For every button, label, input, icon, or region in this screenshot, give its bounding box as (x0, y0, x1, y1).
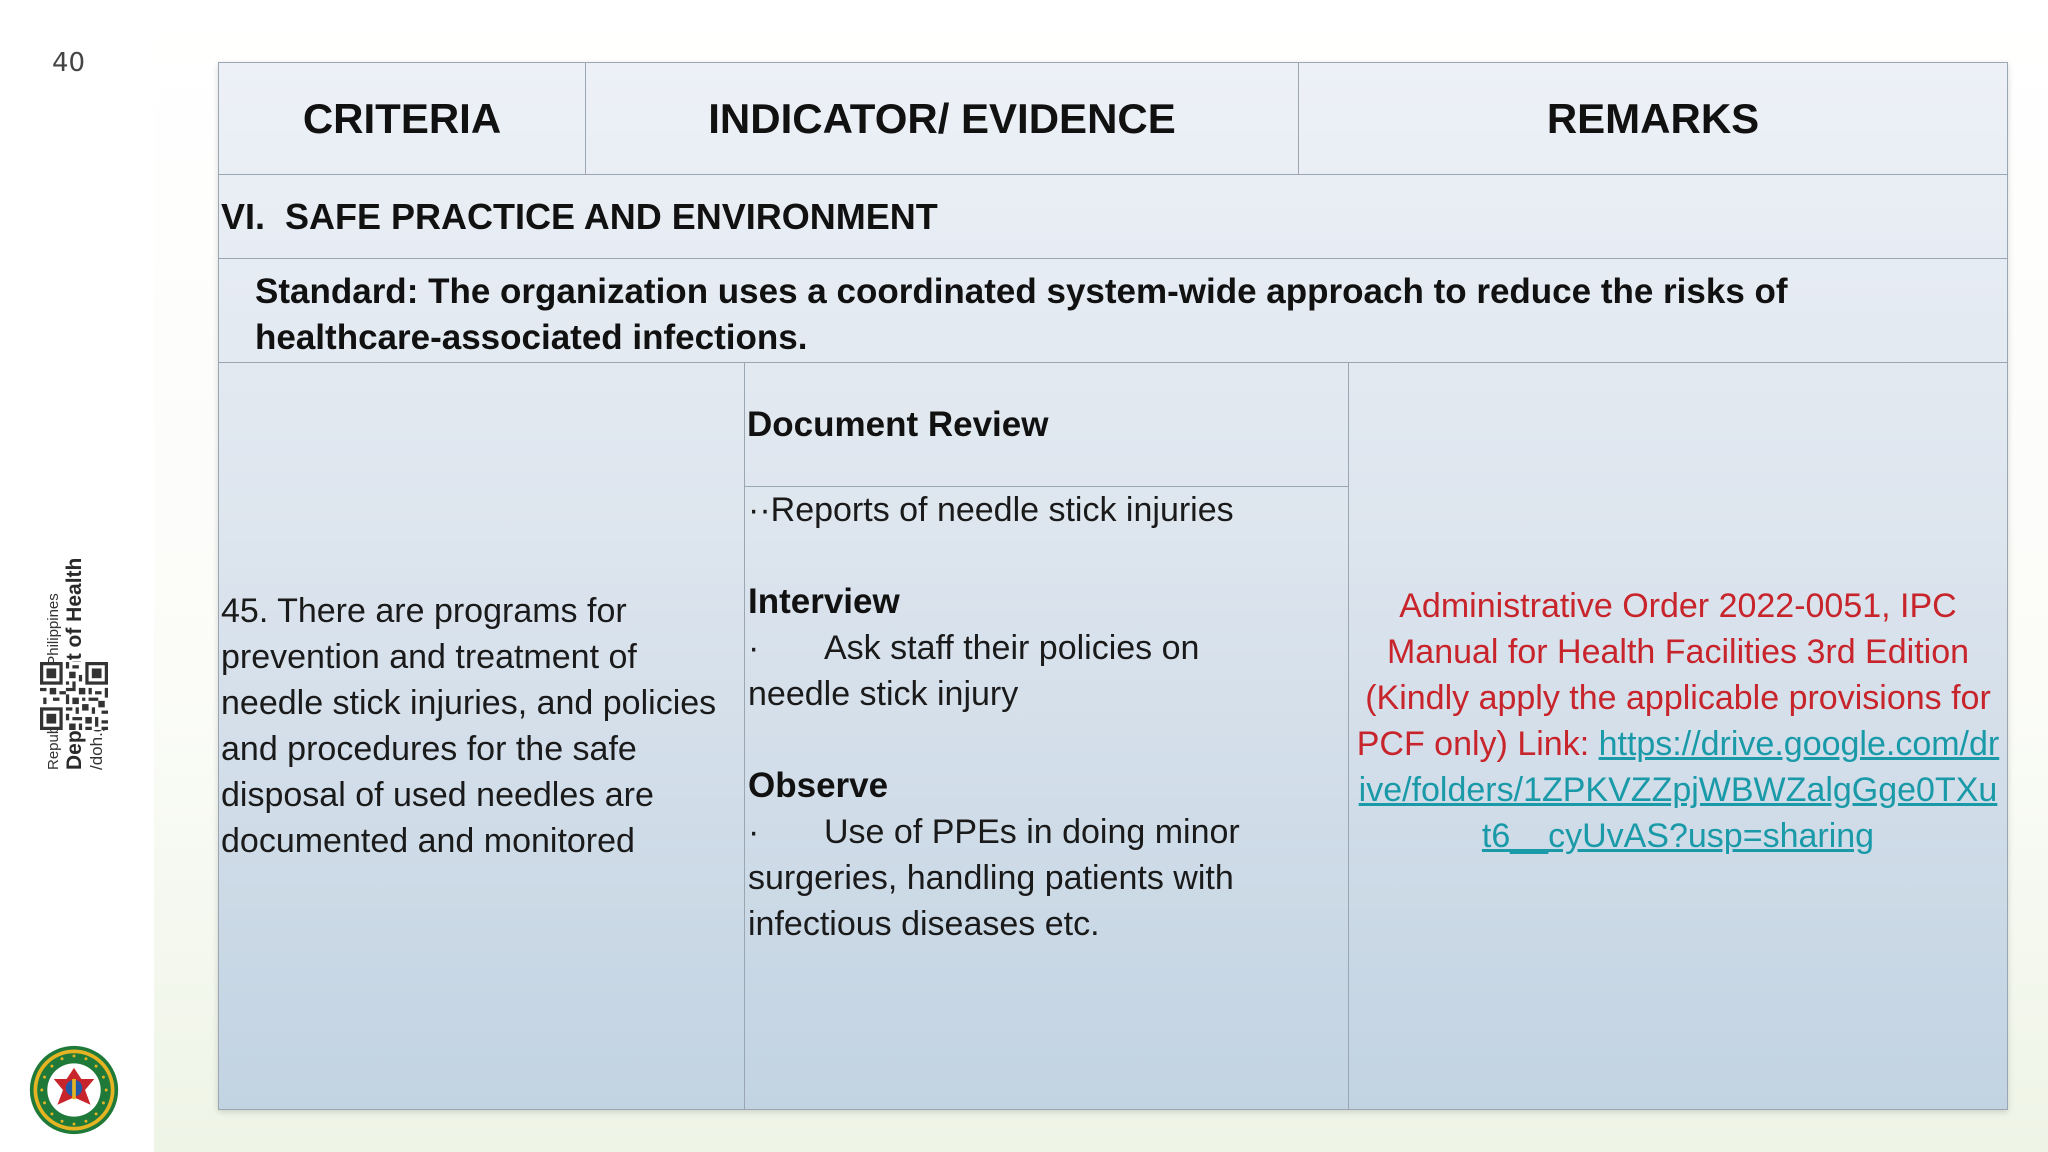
interview-item-rest: needle stick injury (748, 675, 1019, 713)
remarks-text: Administrative Order 2022-0051, IPC Manual for Health Facilities 3rd Edition (Kindly apply the applicable provisions for PCF only) Link: (1356, 587, 1991, 763)
interview-item-first: Ask staff their policies on (824, 629, 1200, 667)
observe-item (748, 809, 1338, 947)
criteria-table (218, 62, 2008, 1110)
indicator-evidence-cell (745, 363, 1349, 1109)
section-title (219, 175, 2007, 259)
criteria-45-text: 45. There are programs for prevention and treatment of needle stick injuries, and policies and procedures for the safe disposal of used needles are documented and monitored (221, 592, 717, 860)
observe-item-first: Use of PPEs in doing minor (824, 813, 1240, 851)
bullet-icon: · (748, 629, 760, 667)
standard-statement: Standard: The organization uses a coordinated system-wide approach to reduce the risks of healthcare-associated infections. (219, 259, 2007, 363)
document-review-item: ··Reports of needle stick injuries (748, 491, 1234, 529)
section-title-text: VI. SAFE PRACTICE AND ENVIRONMENT (221, 195, 938, 237)
indicator-body (748, 487, 1338, 947)
observe-heading: Observe (748, 766, 889, 805)
document-review-heading: Document Review (745, 363, 1348, 487)
interview-heading: Interview (748, 582, 900, 621)
qr-code-icon (40, 662, 108, 730)
criteria-45 (219, 363, 745, 1109)
interview-item (748, 625, 1338, 717)
header-criteria: CRITERIA (219, 63, 586, 175)
remarks-link[interactable]: https://drive.google.com/drive/folders/1ZPKVZZpjWBWZalgGge0TXut6__cyUvAS?usp=sharing (1358, 725, 2000, 855)
observe-item-rest: surgeries, handling patients with infectious diseases etc. (748, 859, 1234, 943)
bullet-icon: · (748, 813, 760, 851)
header-remarks: REMARKS (1299, 63, 2007, 175)
page-number: 40 (52, 48, 86, 78)
header-indicator-evidence: INDICATOR/ EVIDENCE (586, 63, 1299, 175)
sidebar (0, 0, 154, 1152)
remarks-cell (1349, 363, 2007, 1109)
doh-seal-icon (28, 1044, 120, 1136)
